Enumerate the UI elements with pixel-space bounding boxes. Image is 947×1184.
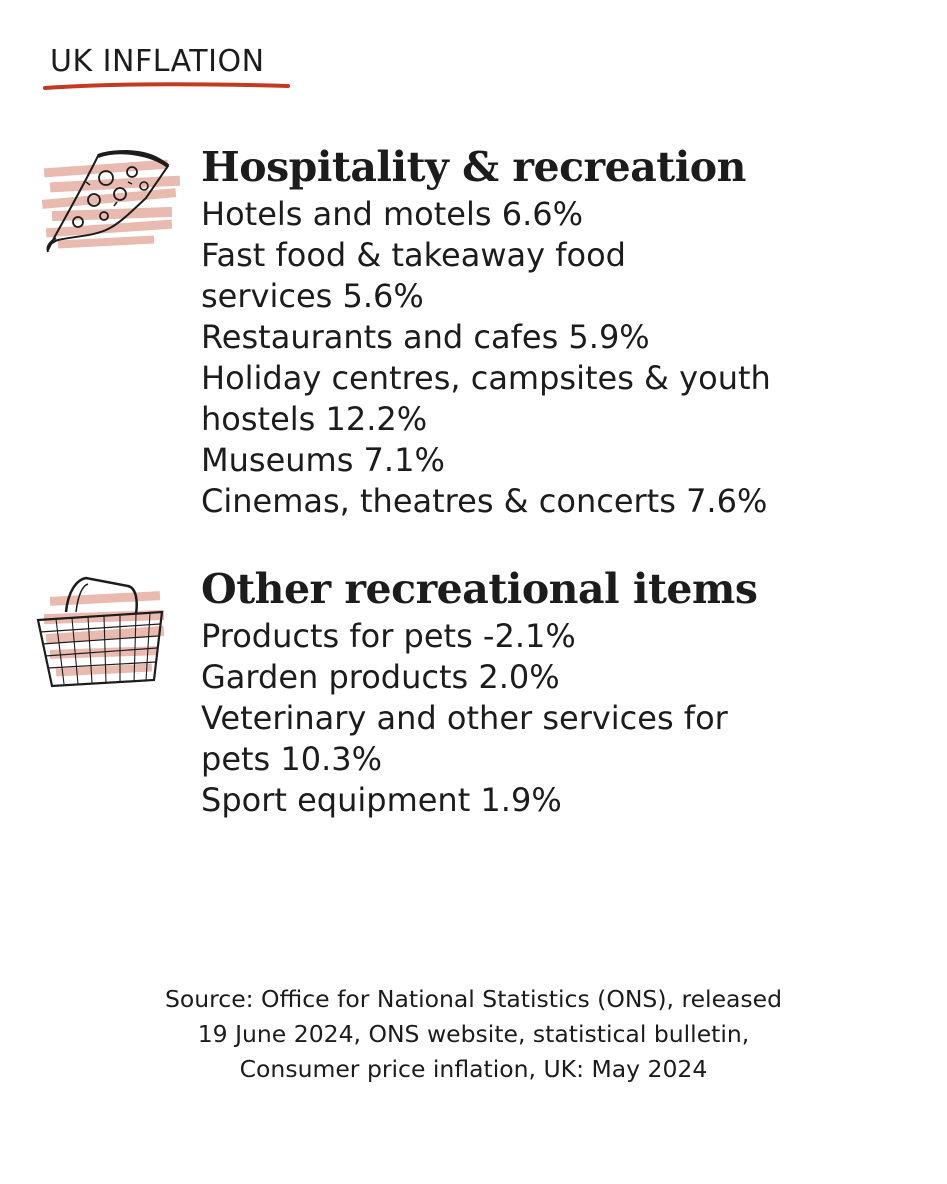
shopping-basket-icon (36, 572, 176, 706)
list-item: Garden products 2.0% (201, 658, 560, 696)
source-line: Source: Office for National Statistics (ONS), released (164, 985, 783, 1013)
list-item: Fast food & takeaway food (201, 236, 626, 274)
pizza-slice-icon (36, 142, 196, 258)
item-list (201, 616, 901, 821)
kicker-underline (42, 79, 292, 93)
section-title: Hospitality & recreation (201, 143, 746, 191)
item-list (201, 194, 901, 522)
list-item: hostels 12.2% (201, 400, 428, 438)
kicker-label: UK INFLATION (50, 44, 265, 79)
source-line: 19 June 2024, ONS website, statistical bulletin, (197, 1020, 750, 1048)
list-item: Cinemas, theatres & concerts 7.6% (201, 482, 768, 520)
list-item: Restaurants and cafes 5.9% (201, 318, 650, 356)
source-line: Consumer price inflation, UK: May 2024 (239, 1055, 708, 1083)
list-item: Products for pets -2.1% (201, 617, 576, 655)
list-item: Hotels and motels 6.6% (201, 195, 583, 233)
list-item: pets 10.3% (201, 740, 383, 778)
source-note (0, 982, 947, 1087)
list-item: services 5.6% (201, 277, 424, 315)
list-item: Museums 7.1% (201, 441, 445, 479)
list-item: Veterinary and other services for (201, 699, 728, 737)
list-item: Holiday centres, campsites & youth (201, 359, 771, 397)
section-title: Other recreational items (201, 565, 758, 613)
list-item: Sport equipment 1.9% (201, 781, 562, 819)
